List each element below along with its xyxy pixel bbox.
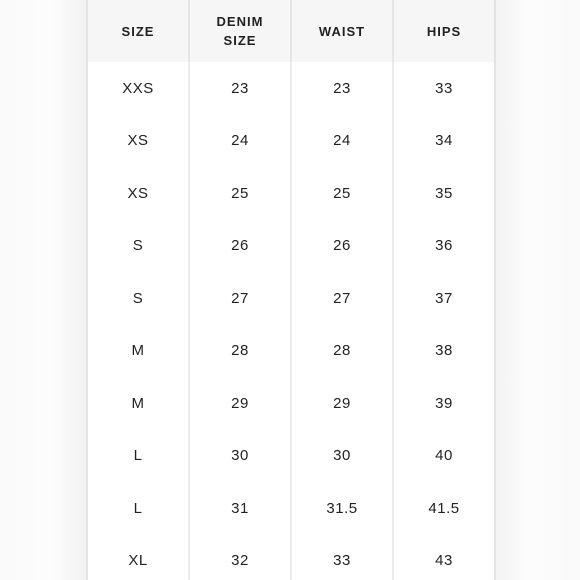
cell-waist: 28: [291, 325, 393, 378]
table-row: [87, 430, 495, 483]
table-row: [87, 377, 495, 430]
cell-waist: 29: [291, 377, 393, 430]
cell-waist: 31.5: [291, 482, 393, 535]
cell-size: M: [131, 394, 145, 412]
table-row: [87, 325, 495, 378]
cell-size: XL: [128, 552, 148, 570]
cell-denim-size: 23: [189, 62, 291, 115]
cell-hips: 35: [393, 167, 495, 220]
header-size: [87, 0, 189, 62]
table-row: [87, 482, 495, 535]
cell-hips: 41.5: [393, 482, 495, 535]
size-chart-table: [86, 0, 496, 580]
header-denim-size: [189, 0, 291, 62]
table-row: [87, 220, 495, 273]
header-denim-label-line1: DENIM: [216, 14, 264, 29]
cell-hips: 40: [393, 430, 495, 483]
cell-waist: 33: [291, 535, 393, 580]
table-row: [87, 535, 495, 580]
cell-waist: 25: [291, 167, 393, 220]
cell-size: XS: [127, 132, 149, 150]
size-chart-header: [87, 0, 495, 62]
header-size-label: SIZE: [121, 23, 155, 39]
cell-hips: 37: [393, 272, 495, 325]
cell-size: XS: [127, 184, 149, 202]
cell-denim-size: 32: [189, 535, 291, 580]
cell-size: L: [133, 447, 143, 465]
cell-hips: 34: [393, 115, 495, 168]
cell-denim-size: 30: [189, 430, 291, 483]
table-row: [87, 62, 495, 115]
cell-denim-size: 27: [189, 272, 291, 325]
table-row: [87, 115, 495, 168]
left-margin: [0, 0, 86, 580]
cell-size: XXS: [122, 79, 154, 97]
cell-size: M: [131, 342, 145, 360]
cell-waist: 24: [291, 115, 393, 168]
header-waist-label: WAIST: [318, 23, 366, 39]
cell-denim-size: 25: [189, 167, 291, 220]
cell-hips: 38: [393, 325, 495, 378]
header-hips: [393, 0, 495, 62]
size-chart-body: [87, 62, 495, 580]
cell-hips: 39: [393, 377, 495, 430]
right-margin: [494, 0, 580, 580]
cell-denim-size: 31: [189, 482, 291, 535]
cell-denim-size: 29: [189, 377, 291, 430]
cell-size: S: [132, 289, 144, 307]
cell-denim-size: 28: [189, 325, 291, 378]
cell-hips: 43: [393, 535, 495, 580]
cell-waist: 27: [291, 272, 393, 325]
cell-waist: 26: [291, 220, 393, 273]
table-row: [87, 167, 495, 220]
cell-hips: 36: [393, 220, 495, 273]
cell-waist: 30: [291, 430, 393, 483]
header-waist: [291, 0, 393, 62]
cell-size: L: [133, 499, 143, 517]
header-hips-label: HIPS: [426, 23, 462, 39]
header-row: [87, 0, 495, 62]
cell-hips: 33: [393, 62, 495, 115]
cell-denim-size: 24: [189, 115, 291, 168]
cell-denim-size: 26: [189, 220, 291, 273]
header-denim-label-line2: SIZE: [223, 33, 257, 48]
cell-size: S: [132, 237, 144, 255]
cell-waist: 23: [291, 62, 393, 115]
table-row: [87, 272, 495, 325]
